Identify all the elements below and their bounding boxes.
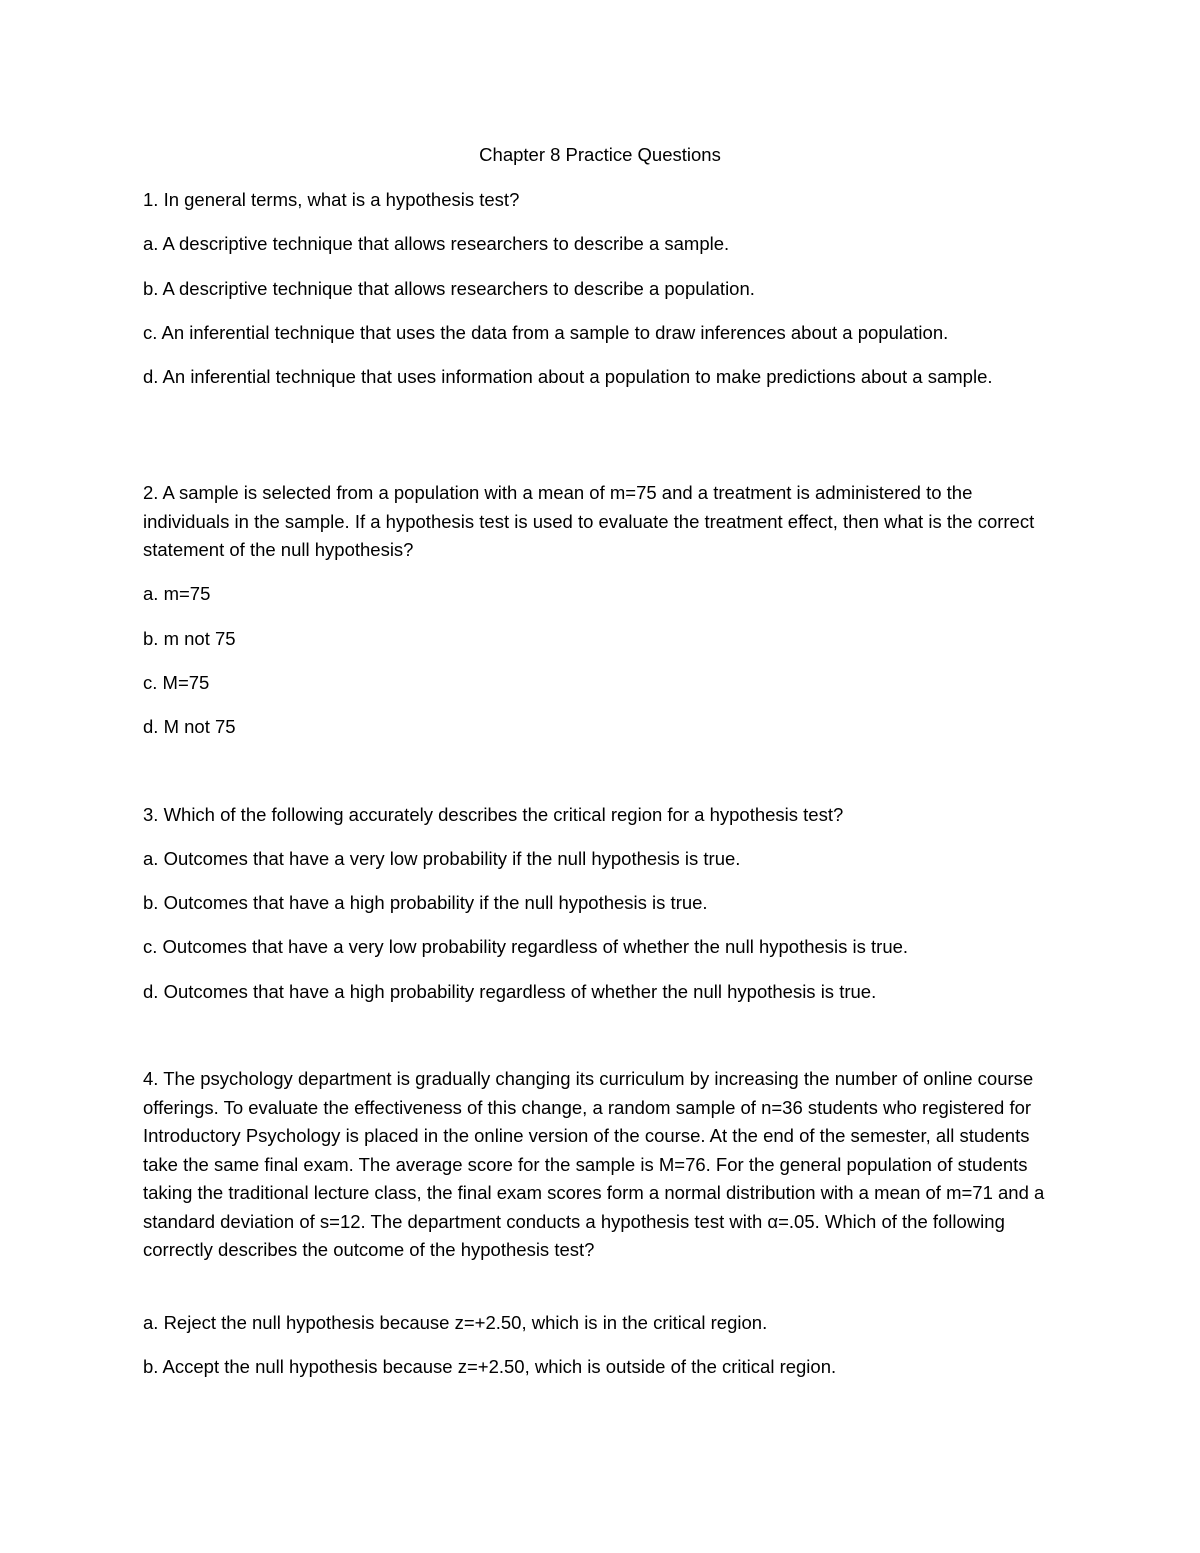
- question-2-option-c: c. M=75: [143, 672, 210, 693]
- question-1-option-b: b. A descriptive technique that allows researchers to describe a population.: [143, 278, 755, 299]
- question-3-option-c: c. Outcomes that have a very low probability regardless of whether the null hypothesis is true.: [143, 936, 909, 957]
- question-3-option-b: b. Outcomes that have a high probability if the null hypothesis is true.: [143, 892, 708, 913]
- question-1-stem: 1. In general terms, what is a hypothesis test?: [143, 189, 520, 210]
- question-4-option-b: b. Accept the null hypothesis because z=+2.50, which is outside of the critical region.: [143, 1356, 837, 1377]
- question-1-option-d: d. An inferential technique that uses information about a population to make predictions about a sample.: [143, 366, 993, 387]
- question-2-option-d: d. M not 75: [143, 716, 236, 737]
- question-3-stem: 3. Which of the following accurately describes the critical region for a hypothesis test?: [143, 804, 844, 825]
- question-4-option-a: a. Reject the null hypothesis because z=+2.50, which is in the critical region.: [143, 1312, 768, 1333]
- question-2-option-b: b. m not 75: [143, 628, 236, 649]
- page-title: Chapter 8 Practice Questions: [479, 144, 721, 165]
- question-1-option-c: c. An inferential technique that uses the data from a sample to draw inferences about a population.: [143, 322, 949, 343]
- question-3-option-a: a. Outcomes that have a very low probability if the null hypothesis is true.: [143, 848, 741, 869]
- question-3-option-d: d. Outcomes that have a high probability regardless of whether the null hypothesis is true.: [143, 981, 877, 1002]
- question-2-option-a: a. m=75: [143, 583, 211, 604]
- question-1-option-a: a. A descriptive technique that allows researchers to describe a sample.: [143, 233, 730, 254]
- question-2-stem: 2. A sample is selected from a population with a mean of m=75 and a treatment is administered to the individuals in the sample. If a hypothesis test is used to evaluate the treatment effect, then what is the correct statement of the null hypothesis?: [143, 482, 1035, 560]
- question-4-stem: 4. The psychology department is gradually changing its curriculum by increasing the number of online course offerings. To evaluate the effectiveness of this change, a random sample of n=36 students who registered for Introductory Psychology is placed in the online version of the course. At the end of the semester, all students take the same final exam. The average score for the sample is M=76. For the general population of students taking the traditional lecture class, the final exam scores form a normal distribution with a mean of m=71 and a standard deviation of s=12. The department conducts a hypothesis test with α=.05. Which of the following correctly describes the outcome of the hypothesis test?: [143, 1068, 1045, 1260]
